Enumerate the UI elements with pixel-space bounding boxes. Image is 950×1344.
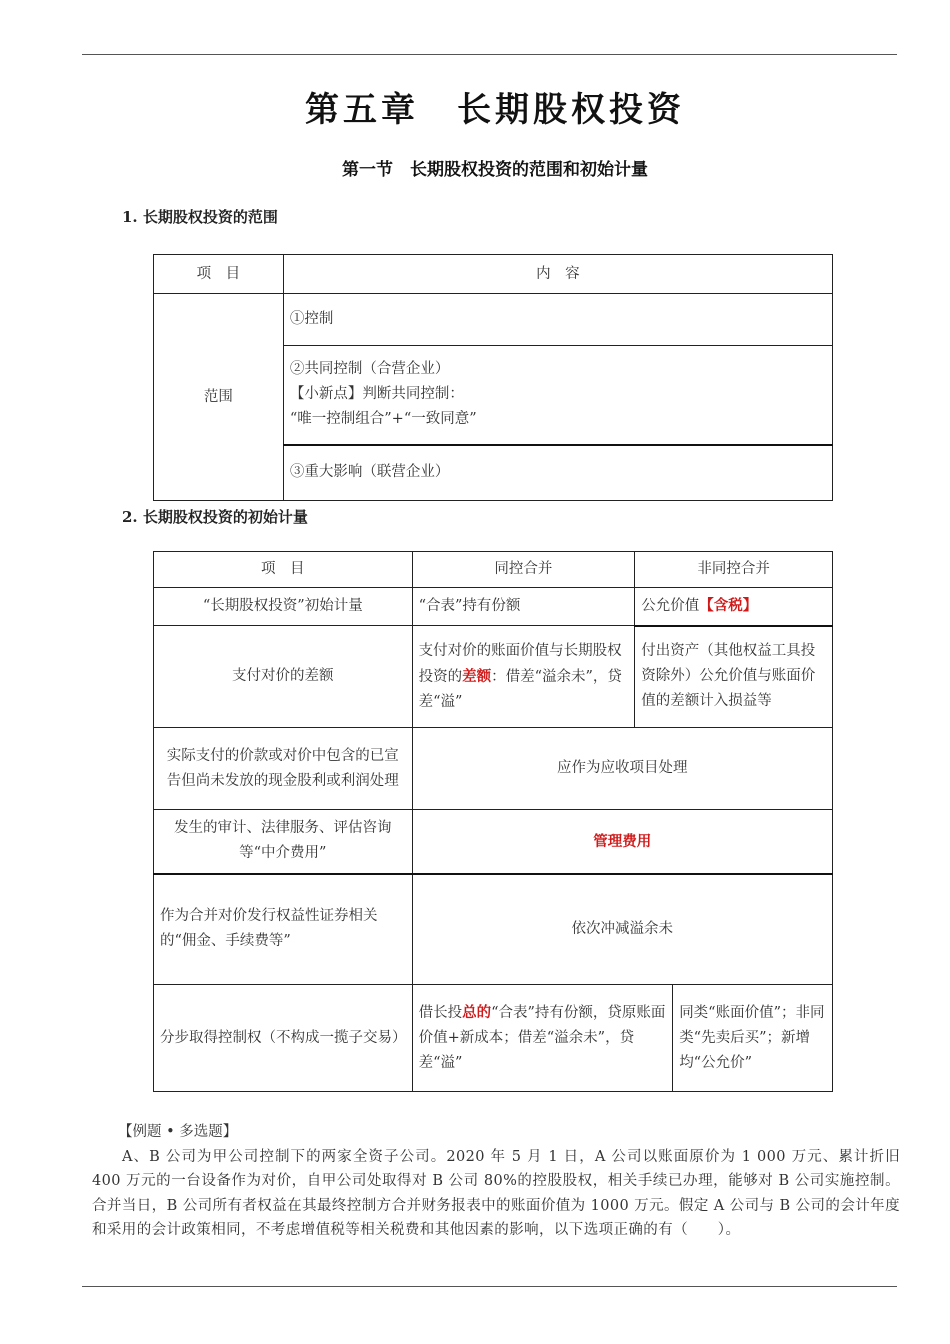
table2-header-non-same-control: 非同控合并 xyxy=(635,552,833,588)
table2-header-item: 项 目 xyxy=(154,552,413,588)
difference-highlight: 差额 xyxy=(462,667,492,685)
table1-item-significant-influence: ③重大影响（联营企业） xyxy=(283,445,832,501)
row-stepwise-label: 分步取得控制权（不构成一揽子交易） xyxy=(154,985,413,1092)
row-fees-value: 管理费用 xyxy=(412,810,832,874)
stepwise-same-text-c: “合表”持有份额，贷原账面价值+新成本；借差“溢余未”，贷差“溢” xyxy=(418,1005,666,1071)
stepwise-highlight: 总的 xyxy=(462,1004,492,1021)
bottom-rule xyxy=(82,1286,897,1287)
row-commission-value: 依次冲减溢余未 xyxy=(412,874,832,985)
table2-header-same-control: 同控合并 xyxy=(412,552,635,588)
table1-header-content: 内 容 xyxy=(283,255,832,294)
section-title: 第一节 长期股权投资的范围和初始计量 xyxy=(342,160,648,180)
top-rule xyxy=(82,54,897,55)
row-stepwise-same xyxy=(412,985,673,1092)
initial-measurement-table xyxy=(153,551,833,1092)
joint-control-rule: “唯一控制组合”+“一致同意” xyxy=(289,411,477,428)
tax-included-badge: 【含税】 xyxy=(699,597,758,615)
joint-control-note: 【小新点】判断共同控制： xyxy=(289,386,464,403)
row-commission-label: 作为合并对价发行权益性证券相关的“佣金、手续费等” xyxy=(154,874,413,985)
table1-header-item: 项 目 xyxy=(154,255,284,294)
row-dividend-value: 应作为应收项目处理 xyxy=(412,728,832,810)
example-question xyxy=(92,1120,900,1243)
difference-same-text-a: 支付对价的账面价值与长期股权投资的 xyxy=(418,642,622,685)
joint-control-line: ②共同控制（合营企业） xyxy=(289,361,450,378)
fair-value-text: 公允价值 xyxy=(641,598,700,615)
row-initial-label: “长期股权投资”初始计量 xyxy=(154,588,413,626)
table1-item-control: ①控制 xyxy=(283,294,832,346)
row-difference-same xyxy=(412,626,635,728)
example-title: 【例题 • 多选题】 xyxy=(118,1124,238,1140)
row-dividend-label: 实际支付的价款或对价中包含的已宣告但尚未发放的现金股利或利润处理 xyxy=(154,728,413,810)
row-difference-diff: 付出资产（其他权益工具投资除外）公允价值与账面价值的差额计入损益等 xyxy=(635,626,833,728)
stepwise-same-text-a: 借长投 xyxy=(418,1005,463,1021)
table1-row-label: 范围 xyxy=(154,294,284,501)
example-body: A、B 公司为甲公司控制下的两家全资子公司。2020 年 5 月 1 日，A 公司以账面原价为 1 000 万元、累计折旧 400 万元的一台设备作为对价，自甲公司处取得对 B 公司 80%的控股股权，相关手续已办理，能够对 B 公司实施控制。合并当日，B 公司所有者权益在其最终控制方合并财务报表中的账面价值为 1000 万元。假定 A 公司与 B 公司的会计年度和采用的会计政策相同，不考虑增值税等相关税费和其他因素的影响，以下选项正确的有（ ）。 xyxy=(92,1148,900,1238)
scope-table xyxy=(153,254,833,501)
row-difference-label: 支付对价的差额 xyxy=(154,626,413,728)
subhead-scope: 1. 长期股权投资的范围 xyxy=(122,208,278,226)
table1-item-joint-control xyxy=(283,346,832,445)
row-stepwise-diff: 同类“账面价值”；非同类“先卖后买”；新增均“公允价” xyxy=(673,985,833,1092)
row-fees-label: 发生的审计、法律服务、评估咨询等“中介费用” xyxy=(154,810,413,874)
chapter-title: 第五章 长期股权投资 xyxy=(305,90,685,130)
row-initial-diff xyxy=(635,588,833,626)
subhead-initial-measurement: 2. 长期股权投资的初始计量 xyxy=(122,508,308,526)
row-initial-same: “合表”持有份额 xyxy=(412,588,635,626)
difference-same-text-c: ：借差“溢余未”，贷差“溢” xyxy=(418,668,622,710)
